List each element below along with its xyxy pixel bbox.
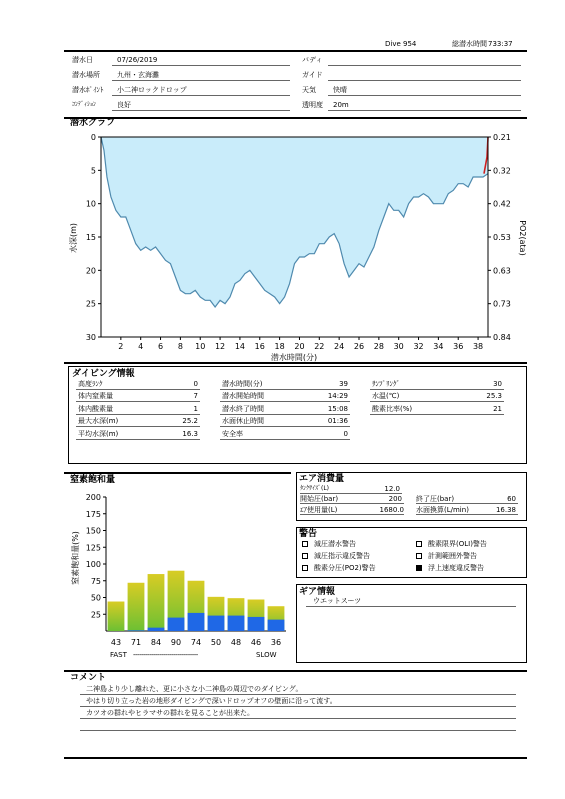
dive-info-underline [76,389,200,390]
total-time-value: 733:37 [488,40,513,48]
dive-info-underline [370,389,504,390]
time-tick-label: 22 [314,342,325,351]
time-tick-label: 34 [433,342,444,351]
condition-label: ｺﾝﾃﾞｨｼｮﾝ [72,101,97,108]
warning-item [416,540,487,549]
n2-current-bar [268,620,285,631]
warning-item [302,564,376,573]
dive-number: Dive 954 [385,40,417,48]
dive-info-label: 最大水深(m) [78,417,119,426]
po2-tick-label: 0.63 [493,266,511,276]
start-pressure-label: 開始圧(bar) [300,495,339,503]
n2-tick-label: 50 [90,593,101,603]
po2-tick-label: 0.21 [493,133,511,142]
dive-info-underline [76,414,200,415]
weather-label: 天気 [302,86,316,94]
gear-title: ギア情報 [299,587,336,597]
depth-tick-label: 25 [85,299,96,309]
comment-title: コメント [70,673,107,683]
graph-rule [64,117,527,119]
time-tick-label: 8 [177,342,183,351]
nitrogen-rule [64,472,291,474]
n2-tick-label: 100 [85,560,101,569]
dive-info-underline [220,401,350,402]
dive-info-underline [220,426,350,427]
end-pressure-label: 終了圧(bar) [416,495,455,503]
depth-tick-label: 0 [90,133,96,142]
po2-tick-label: 0.42 [493,199,511,209]
dive-info-value: 39 [339,380,348,388]
fast-label: FAST [110,651,127,659]
n2-tick-label: 200 [85,493,101,502]
weather-value: 快晴 [333,86,347,94]
warning-label: 減圧潜水警告 [314,540,356,548]
dive-info-label: 潜水開始時間 [222,392,264,401]
gear-item: ウエットスーツ [313,597,362,605]
dive-info-value: 25.2 [182,417,198,426]
end-pressure-value: 60 [507,495,516,503]
time-tick-label: 10 [195,342,206,351]
dive-info-label: 水面休止時間 [222,417,264,426]
dive-info-label: ｻﾝﾌﾟﾘﾝｸﾞ [372,380,400,388]
po2-tick-label: 0.32 [493,166,511,176]
dive-info-label: 平均水深(m) [78,429,119,438]
time-tick-label: 32 [413,342,424,351]
n2-tick-label: 125 [85,543,101,553]
dive-info-value: 16.3 [182,429,198,438]
warning-item [416,552,477,561]
comment-line: やはり切り立った岩の地形ダイビングで深いドロップオフの壁面に沿って流す。 [86,697,337,705]
warning-checkbox [302,541,308,547]
point-label: 潜水ﾎﾟｲﾝﾄ [72,86,104,94]
n2-tick-label: 175 [85,509,101,519]
place-value: 九州・玄海灘 [117,71,159,79]
n2-max-bar [148,574,165,631]
n2-current-bar [128,630,145,631]
dive-info-value: 7 [193,392,198,401]
warning-item [416,564,484,573]
dive-info-underline [370,401,504,402]
dive-info-value: 15:08 [327,404,348,413]
warning-label: 酸素限界(OLI)警告 [428,540,487,548]
dive-info-underline [370,414,504,415]
slow-label: SLOW [256,651,277,659]
surface-rate-value: 16.38 [495,506,516,514]
n2-category-label: 50 [210,638,222,647]
dive-info-label: 安全率 [222,429,243,438]
dive-info-label: 水温(℃) [372,392,400,401]
depth-axis-label: 水深(m) [69,222,78,254]
dive-info-underline [76,426,200,427]
time-tick-label: 18 [274,342,285,351]
n2-current-bar [168,618,185,631]
n2-category-label: 43 [110,638,122,647]
comment-line: 二神島より少し離れた、更に小さな小二神島の周辺でのダイビング。 [86,685,303,693]
dive-info-label: 潜水終了時間 [222,404,264,413]
po2-tick-label: 0.73 [493,299,511,309]
warning-checkbox [416,541,422,547]
graph-title: 潜水グラフ [70,118,116,128]
po2-tick-label: 0.84 [493,333,511,342]
dive-info-value: 25.3 [486,392,502,401]
po2-axis-label: PO2(ata) [518,220,527,256]
dive-info-underline [220,414,350,415]
start-pressure-value: 200 [388,495,402,503]
depth-tick-label: 5 [90,166,96,176]
dive-info-label: 体内酸素量 [78,404,113,413]
n2-current-bar [208,616,225,631]
po2-tick-label: 0.53 [493,233,511,242]
n2-tick-label: 150 [85,526,101,536]
dive-info-value: 0 [343,429,348,438]
depth-tick-label: 10 [85,199,96,209]
warning-checkbox [416,553,422,559]
time-tick-label: 2 [118,342,124,351]
warning-item [302,552,370,561]
air-use-label: ｴｱ使用量(L) [300,506,338,514]
dive-info-value: 21 [493,404,502,413]
time-tick-label: 12 [214,342,226,351]
dive-info-value: 14:29 [327,392,348,401]
dive-info-value: 1 [193,404,198,413]
n2-category-label: 46 [250,638,262,647]
time-tick-label: 30 [393,342,404,351]
dive-info-value: 0 [193,380,198,388]
time-tick-label: 4 [138,342,144,351]
dive-info-label: 潜水時間(分) [222,380,263,388]
dive-info-value: 01:36 [327,417,348,426]
guide-label: ガイド [302,71,323,79]
n2-max-bar [128,583,145,631]
time-tick-label: 26 [353,342,365,351]
dive-info-underline [76,401,200,402]
place-label: 潜水場所 [72,71,100,79]
depth-tick-label: 20 [85,266,96,276]
nitrogen-chart [64,488,292,663]
time-tick-label: 20 [294,342,305,351]
dive-info-label: 高度ﾗﾝｸ [78,380,103,388]
visibility-value: 20m [333,101,349,109]
warning-checkbox [302,553,308,559]
fast-slow-dash: -------------------------------- [133,651,198,659]
comment-rule [64,670,527,672]
warning-checkbox [302,565,308,571]
nitrogen-axis-label: 窒素飽和量(%) [71,531,80,585]
dive-info-label: 酸素比率(%) [372,404,413,413]
time-tick-label: 24 [334,342,345,351]
depth-tick-label: 15 [85,233,96,242]
n2-current-bar [188,613,205,631]
tank-label: ﾀﾝｸｻｲｽﾞ(L) [300,485,330,492]
warning-label: 酸素分圧(PO2)警告 [314,564,376,572]
depth-chart [64,130,534,365]
dive-info-underline [220,439,350,440]
n2-category-label: 84 [150,638,162,647]
depth-tick-label: 30 [85,333,96,342]
point-value: 小二神ロックドロップ [117,86,187,94]
comment-line: カツオの群れやヒラマサの群れを見ることが出来た。 [86,709,254,717]
warning-label: 浮上速度違反警告 [428,564,484,572]
n2-max-bar [108,602,125,631]
condition-value: 良好 [117,101,131,109]
visibility-label: 透明度 [302,101,323,109]
n2-category-label: 71 [130,638,142,647]
air-title: エア消費量 [299,474,345,484]
n2-category-label: 36 [270,638,282,647]
n2-current-bar [248,617,265,631]
dive-info-title: ダイビング情報 [72,369,135,379]
warning-title: 警告 [299,529,318,539]
dive-info-underline [76,439,200,440]
surface-rate-label: 水面換算(L/min) [416,506,469,514]
dive-info-rule [64,362,527,364]
n2-tick-label: 75 [90,576,101,586]
header-rule [64,50,527,52]
dive-info-value: 30 [493,380,502,388]
nitrogen-title: 窒素飽和量 [70,475,116,485]
time-tick-label: 16 [254,342,265,351]
warning-label: 減圧指示違反警告 [314,552,370,560]
dive-info-label: 体内窒素量 [78,392,113,401]
warning-item [302,540,356,549]
n2-current-bar [148,628,165,631]
time-tick-label: 28 [373,342,384,351]
tank-value: 12.0 [384,485,400,493]
footer-rule [64,757,527,759]
warning-label: 計測範囲外警告 [428,552,477,560]
time-tick-label: 14 [234,342,246,351]
date-value: 07/26/2019 [117,56,158,64]
warning-checkbox [416,565,422,571]
dive-info-underline [220,389,350,390]
time-tick-label: 36 [453,342,464,351]
n2-category-label: 74 [190,638,202,647]
n2-tick-label: 25 [90,610,101,620]
total-time-label: 総潜水時間 [452,40,487,48]
time-tick-label: 6 [157,342,164,351]
buddy-label: バディ [302,56,323,64]
time-tick-label: 38 [472,342,484,351]
n2-category-label: 90 [170,638,182,647]
date-label: 潜水日 [72,56,93,64]
n2-category-label: 48 [230,638,242,647]
air-use-value: 1680.0 [379,506,404,514]
time-axis-label: 潜水時間(分) [270,353,318,362]
n2-current-bar [228,616,245,631]
